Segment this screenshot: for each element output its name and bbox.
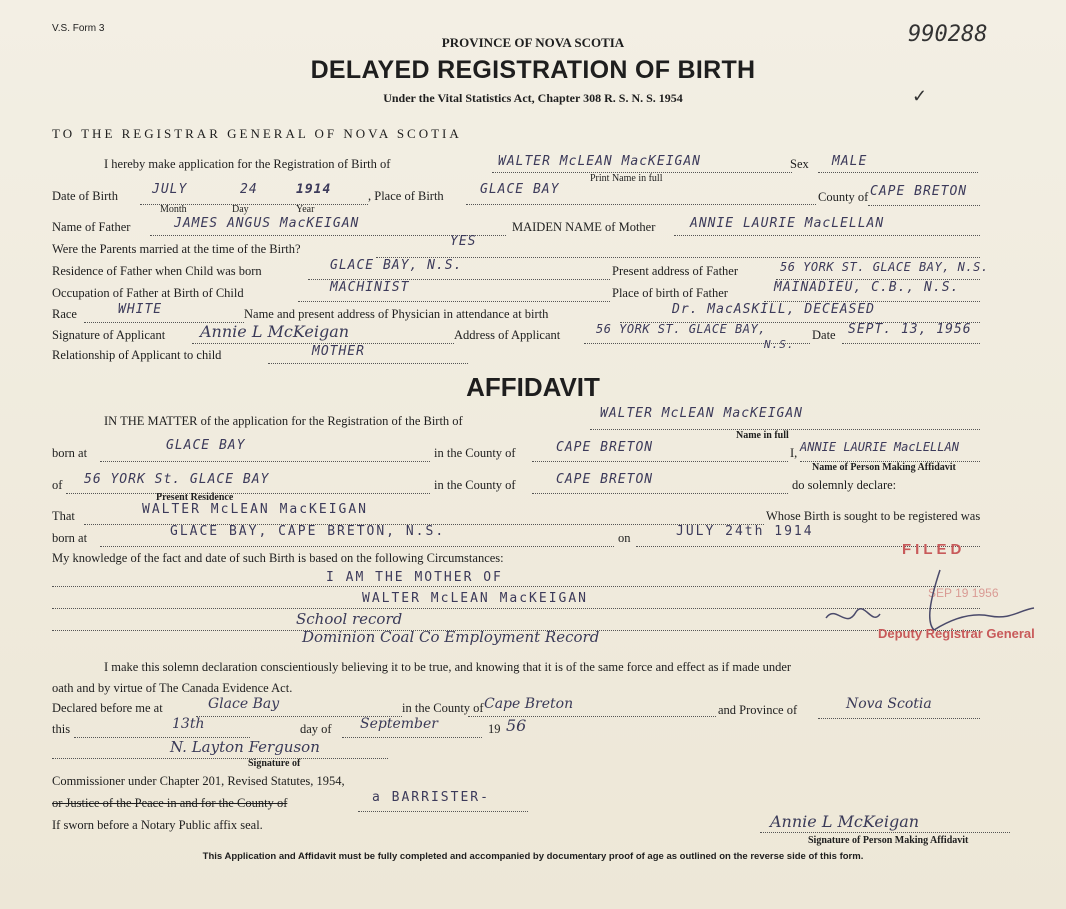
solemnly-declare: do solemnly declare: [792,478,897,492]
physician-value: Dr. MacASKILL, DECEASED [672,302,876,317]
father-value: JAMES ANGUS MacKEIGAN [174,216,360,231]
residence-county-value: CAPE BRETON [556,472,654,487]
affiant-i-label: I, [790,446,798,460]
print-name-note: Print Name in full [590,173,663,184]
married-value: YES [450,234,477,249]
month-value: September [360,716,438,732]
present-residence-note: Present Residence [156,492,234,503]
born-county-label: in the County of [434,446,516,460]
affiant-name-note: Name of Person Making Affidavit [812,462,956,473]
applicant-signature-label: Signature of Applicant [52,328,166,342]
circumstance-1: I AM THE MOTHER OF [326,570,503,585]
occupation-label: Occupation of Father at Birth of Child [52,286,244,300]
sex-value: MALE [832,154,868,169]
province-label: and Province of [718,703,798,717]
affiant-signature-label: Signature of Person Making Affidavit [808,835,969,846]
affiant-signature: Annie L McKeigan [770,812,920,831]
occupation-value: MACHINIST [330,280,410,295]
father-pob-value: MAINADIEU, C.B., N.S. [774,280,960,295]
footer-note: This Application and Affidavit must be fully completed and accompanied by documentary proof of age as outlined on the reverse side of this form. [202,851,864,862]
born-at-2-label: born at [52,531,88,545]
applicant-address-label: Address of Applicant [454,328,561,342]
sex-label: Sex [790,157,809,171]
name-in-full-note: Name in full [736,430,789,441]
knowledge-text: My knowledge of the fact and date of such Birth is based on the following Circumstances: [52,551,504,565]
province-value: Nova Scotia [846,696,932,712]
filed-stamp: FILED [902,541,966,558]
declared-county-value: Cape Breton [484,696,574,712]
that-label: That [52,509,75,523]
that-name-value: WALTER McLEAN MacKEIGAN [142,502,369,517]
born-at-2-value: GLACE BAY, CAPE BRETON, N.S. [170,524,446,539]
notary-text: If sworn before a Notary Public affix seal. [52,818,263,832]
application-date-value: SEPT. 13, 1956 [848,322,972,337]
pob-value: GLACE BAY [480,182,560,197]
application-date-label: Date [812,328,836,342]
dob-month-value: JULY [152,182,188,197]
affiant-name-value: ANNIE LAURIE MacLELLAN [800,440,959,454]
month-label: Month [160,204,187,215]
dob-year-value: 1914 [296,182,332,197]
province-heading: PROVINCE OF NOVA SCOTIA [441,35,625,50]
serial-number: 990288 [908,22,988,47]
applicant-address-value: 56 YORK ST. GLACE BAY, [596,322,766,336]
relationship-value: MOTHER [312,344,365,359]
mother-value: ANNIE LAURIE MacLELLAN [690,216,885,231]
residence-value: 56 YORK St. GLACE BAY [84,472,270,487]
born-at-label: born at [52,446,88,460]
page-title: DELAYED REGISTRATION OF BIRTH [310,56,756,84]
on-label: on [618,531,631,545]
physician-label: Name and present address of Physician in attendance at birth [244,307,549,321]
dob-day-value: 24 [240,182,258,197]
commissioner-signature: N. Layton Ferguson [170,738,320,756]
applicant-signature: Annie L McKeigan [200,322,350,341]
race-value: WHITE [118,302,163,317]
commissioner-text-1: Commissioner under Chapter 201, Revised Statutes, 1954, [52,774,345,788]
born-county-value: CAPE BRETON [556,440,654,455]
registrar-signature-mark [820,560,1050,640]
born-at-value: GLACE BAY [166,438,246,453]
deputy-registrar-stamp: Deputy Registrar General [878,626,1035,641]
year-prefix: 19 [488,722,501,736]
application-intro: I hereby make application for the Registration of Birth of [104,157,391,171]
filed-stamp-date: SEP 19 1956 [928,586,999,600]
this-label: this [52,722,71,736]
form-id: V.S. Form 3 [52,23,105,34]
circumstance-2: WALTER McLEAN MacKEIGAN [362,591,589,606]
race-label: Race [52,307,77,321]
affidavit-title: AFFIDAVIT [466,372,600,402]
declared-at-value: Glace Bay [208,696,280,712]
declared-county-label: in the County of [402,701,484,715]
day-of-label: day of [300,722,332,736]
father-address-label: Present address of Father [612,264,739,278]
signature-of-label: Signature of [248,758,301,769]
affidavit-matter: IN THE MATTER of the application for the Registration of the Birth of [104,414,463,428]
solemn-declaration-1: I make this solemn declaration conscientiously believing it to be true, and knowing that it is of the same force and effect as if made under [104,660,792,674]
father-label: Name of Father [52,220,131,234]
father-address-value: 56 YORK ST. GLACE BAY, N.S. [780,260,989,274]
father-residence-value: GLACE BAY, N.S. [330,258,463,273]
day-label: Day [232,204,249,215]
commissioner-county-value: a BARRISTER- [372,790,490,805]
year-value: 56 [506,716,527,735]
circumstance-4: Dominion Coal Co Employment Record [302,628,600,646]
county-label: County of [818,190,869,204]
commissioner-text-2: or Justice of the Peace in and for the County of [52,796,288,810]
circumstance-3: School record [296,610,403,628]
county-value: CAPE BRETON [870,184,968,199]
year-label: Year [296,204,315,215]
child-name-value: WALTER McLEAN MacKEIGAN [498,154,702,169]
declared-before-label: Declared before me at [52,701,163,715]
married-label: Were the Parents married at the time of the Birth? [52,242,301,256]
act-heading: Under the Vital Statistics Act, Chapter 308 R. S. N. S. 1954 [383,91,683,105]
solemn-declaration-2: oath and by virtue of The Canada Evidence Act. [52,681,293,695]
addressee: TO THE REGISTRAR GENERAL OF NOVA SCOTIA [52,126,462,141]
of-label: of [52,478,63,492]
dob-label: Date of Birth [52,189,118,203]
pob-label: , Place of Birth [368,189,444,203]
whose-birth-text: Whose Birth is sought to be registered was [766,509,981,523]
mother-label: MAIDEN NAME of Mother [512,220,656,234]
on-date-value: JULY 24th 1914 [676,524,814,539]
father-pob-label: Place of birth of Father [612,286,728,300]
residence-county-label: in the County of [434,478,516,492]
day-value: 13th [172,716,205,732]
affidavit-name-value: WALTER McLEAN MacKEIGAN [600,406,804,421]
check-mark-icon: ✓ [912,86,928,106]
father-residence-label: Residence of Father when Child was born [52,264,262,278]
relationship-label: Relationship of Applicant to child [52,348,222,362]
applicant-address-value-2: N.S. [764,338,795,351]
